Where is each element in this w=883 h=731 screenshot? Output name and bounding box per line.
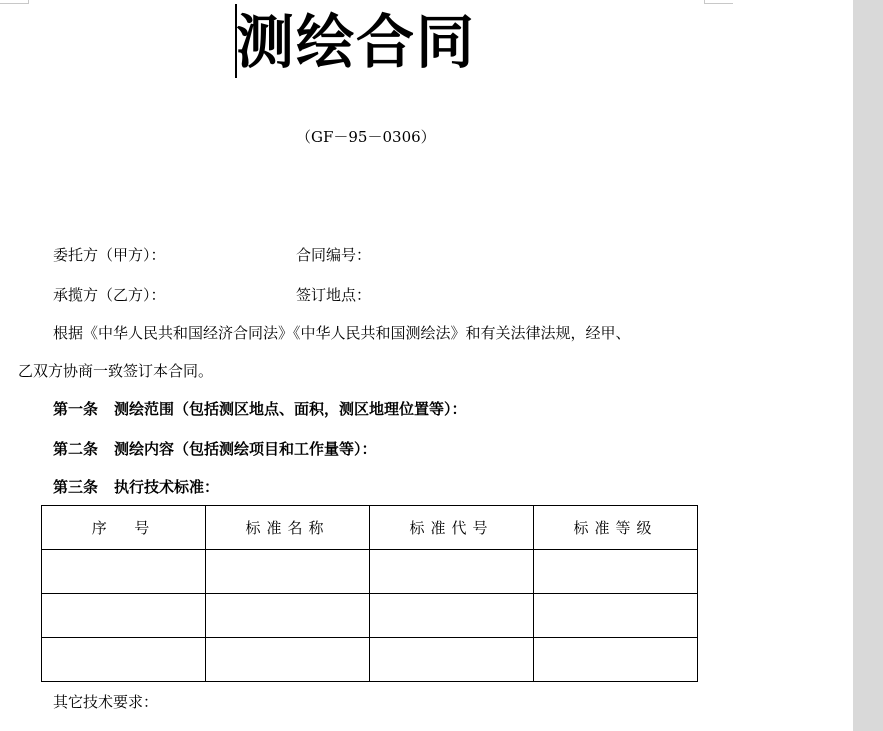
article-1[interactable] xyxy=(53,398,467,419)
table-row xyxy=(42,638,698,682)
table-cell[interactable] xyxy=(534,594,698,638)
signing-place-field-label[interactable]: 签订地点： xyxy=(296,286,372,304)
article-1-text: 测绘范围（包括测区地点、面积，测区地理位置等）： xyxy=(114,400,467,418)
article-2[interactable] xyxy=(53,438,377,459)
table-cell[interactable] xyxy=(42,594,206,638)
table-cell[interactable] xyxy=(534,550,698,594)
table-cell[interactable] xyxy=(370,550,534,594)
header-serial-number[interactable]: 序 号 xyxy=(42,506,206,550)
page-corner-mark-left xyxy=(0,0,29,4)
table-cell[interactable] xyxy=(534,638,698,682)
table-cell[interactable] xyxy=(206,550,370,594)
table-cell[interactable] xyxy=(370,594,534,638)
table-cell[interactable] xyxy=(206,594,370,638)
table-header-row xyxy=(42,506,698,550)
table-row xyxy=(42,594,698,638)
table-cell[interactable] xyxy=(42,638,206,682)
table-cell[interactable] xyxy=(206,638,370,682)
other-requirements-label[interactable]: 其它技术要求： xyxy=(53,693,159,711)
vertical-scrollbar[interactable] xyxy=(853,0,883,731)
article-2-number: 第二条 xyxy=(53,440,99,458)
article-1-number: 第一条 xyxy=(53,400,99,418)
article-2-text: 测绘内容（包括测绘项目和工作量等）： xyxy=(114,440,377,458)
article-3-number: 第三条 xyxy=(53,478,99,496)
header-standard-code[interactable]: 标准代号 xyxy=(370,506,534,550)
contractor-field-label[interactable]: 承揽方（乙方）： xyxy=(53,286,166,304)
header-standard-level[interactable]: 标准等级 xyxy=(534,506,698,550)
contract-code[interactable]: （GF－95－0306） xyxy=(296,128,436,146)
table-row xyxy=(42,550,698,594)
article-3-text: 执行技术标准： xyxy=(114,478,220,496)
table-cell[interactable] xyxy=(370,638,534,682)
contract-number-field-label[interactable]: 合同编号： xyxy=(296,246,372,264)
client-field-label[interactable]: 委托方（甲方）： xyxy=(53,246,166,264)
preamble-line-2[interactable]: 乙双方协商一致签订本合同。 xyxy=(18,362,214,380)
preamble-line-1[interactable]: 根据《中华人民共和国经济合同法》《中华人民共和国测绘法》和有关法律法规，经甲、 xyxy=(53,324,631,342)
table-cell[interactable] xyxy=(42,550,206,594)
standards-table[interactable] xyxy=(41,505,698,682)
page-corner-mark-right xyxy=(704,0,733,4)
document-title[interactable]: 测绘合同 xyxy=(236,8,477,76)
article-3[interactable] xyxy=(53,476,219,497)
header-standard-name[interactable]: 标准名称 xyxy=(206,506,370,550)
